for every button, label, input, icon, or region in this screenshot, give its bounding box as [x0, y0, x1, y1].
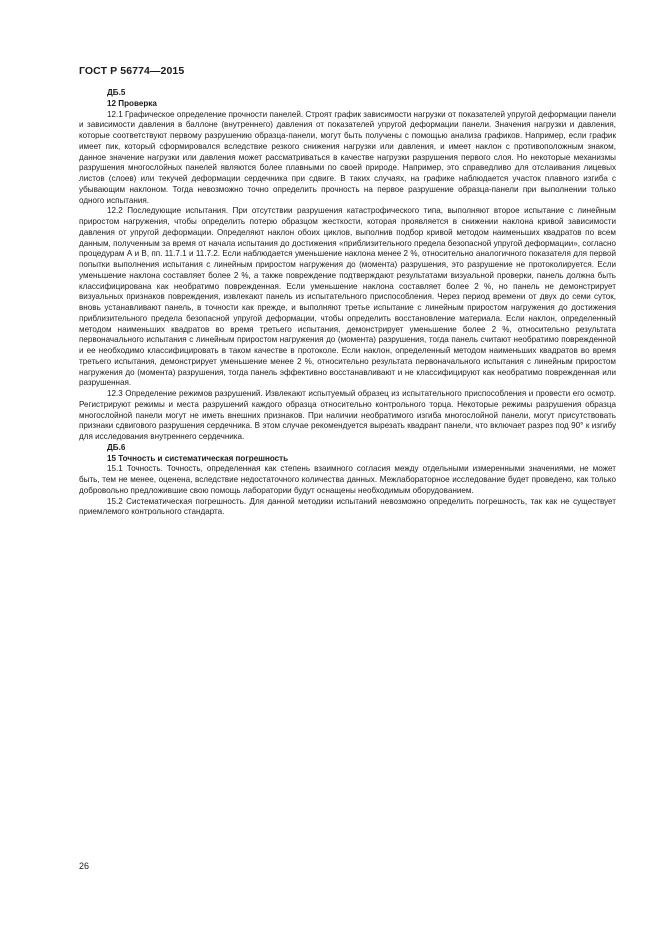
section-title-verification: 12 Проверка [107, 98, 157, 108]
document-code: ГОСТ Р 56774—2015 [79, 65, 185, 77]
section-code-db6: ДБ.6 [107, 442, 126, 452]
section-code-db5: ДБ.5 [107, 88, 126, 97]
paragraph-15-2: 15.2 Систематическая погрешность. Для данной методики испытаний невозможно определить погрешность, так как не существует приемлемого контрольного стандарта. [79, 496, 616, 517]
paragraph-12-1: 12.1 Графическое определение прочности панелей. Строят график зависимости нагрузки от показателей упругой деформации панели и зависимости давления в баллоне (внутреннего) давления от показателей упругой деформации панели. Значения нагрузки и давления, которые соответствуют первому разрушению образца-панели, могут быть получены с помощью анализа графиков. Например, если график имеет пик, который сформировался вследствие резкого снижения нагрузки или давления, и имеет наклон с противоположным знаком, данное значение нагрузки или давления может рассматриваться в качестве нагрузки разрушения первого слоя. Но некоторые механизмы разрушения многослойных панелей являются более плавными по своей природе. Например, это справедливо для отслаивания лицевых листов (слоев) или текучей деформации сердечника при сдвиге. В таких случаях, на графике наблюдается участок плавного изгиба с убывающим наклоном. Тогда невозможно точно определить прочность на первое разрушение образца-панели при выполнении только одного испытания. [79, 109, 616, 205]
paragraph-12-3: 12.3 Определение режимов разрушений. Извлекают испытуемый образец из испытательного приспособления и провести его осмотр. Регистрируют режимы и места разрушений каждого образца относительно контрольного торца. Некоторые режимы разрушения образца многослойной панели могут не иметь внешних признаков. При наличии необратимого изгиба многослойной панели, могут присутствовать признаки сдвигового разрушения сердечника. В этом случае рекомендуется вырезать квадрант панели, что включает разрез под 90° к изгибу для исследования внутреннего сердечника. [79, 389, 616, 441]
document-body [79, 88, 616, 518]
paragraph-15-1: 15.1 Точность. Точность, определенная как степень взаимного согласия между отдельными измеренными значениями, не может быть, тем не менее, оценена, вследствие недостаточного количества данных. Межлабораторное исследование будет проведено, как только добровольно предложившие свою помощь лаборатории будут оснащены необходимым оборудованием. [79, 464, 616, 495]
paragraph-12-2: 12.2 Последующие испытания. При отсутствии разрушения катастрофического типа, выполняют второе испытание с линейным приростом нагружения, чтобы определить потерю образцом жесткости, которая проявляется в снижении наклона кривой зависимости давления от упругой деформации. Определяют наклон обоих циклов, выполнив подбор кривой методом наименьших квадратов по всем данным, полученным за время от начала испытания до достижения «приблизительного предела безопасной упругой деформации», согласно процедурам А и В, пп. 11.7.1 и 11.7.2. Если наблюдается уменьшение наклона менее 2 %, относительно аналогичного показателя для первой попытки выполнения испытания с линейным приростом нагружения до (момента) разрушения, это разрушение не протоколируется. Если уменьшение наклона составляет более 2 %, а также повреждение подтверждают результатами визуальной проверки, панель должна быть классифицирована как необратимо поврежденная. Если уменьшение наклона составляет более 2 %, но панель не демонстрирует визуальных признаков повреждения, извлекают панель из испытательного приспособления. Через период времени от двух до семи суток, вновь устанавливают панель, в точности как прежде, и выполняют третье испытание с линейным приростом нагружения до достижения приблизительного предела безопасной упругой деформации, чтобы определить восстановление материала. Если наклон, определенный методом наименьших квадратов во время третьего испытания, демонстрирует уменьшение более 2 %, относительно результата первоначального испытания с линейным приростом нагружения до (момента) разрушения, тогда панель считают необратимо поврежденной и ее необходимо классифицировать в таком качестве в протоколе. Если наклон, определенный методом наименьших квадратов во время третьего испытания, демонстрирует уменьшение менее 2 %, относительно результата первоначального испытания с линейным приростом нагружения до (момента) разрушения, тогда панель эффективно восстанавливают и не классифицируют как необратимо поврежденная или разрушенная. [79, 206, 616, 388]
page-number: 26 [79, 861, 90, 871]
section-title-precision: 15 Точность и систематическая погрешность [107, 453, 289, 463]
